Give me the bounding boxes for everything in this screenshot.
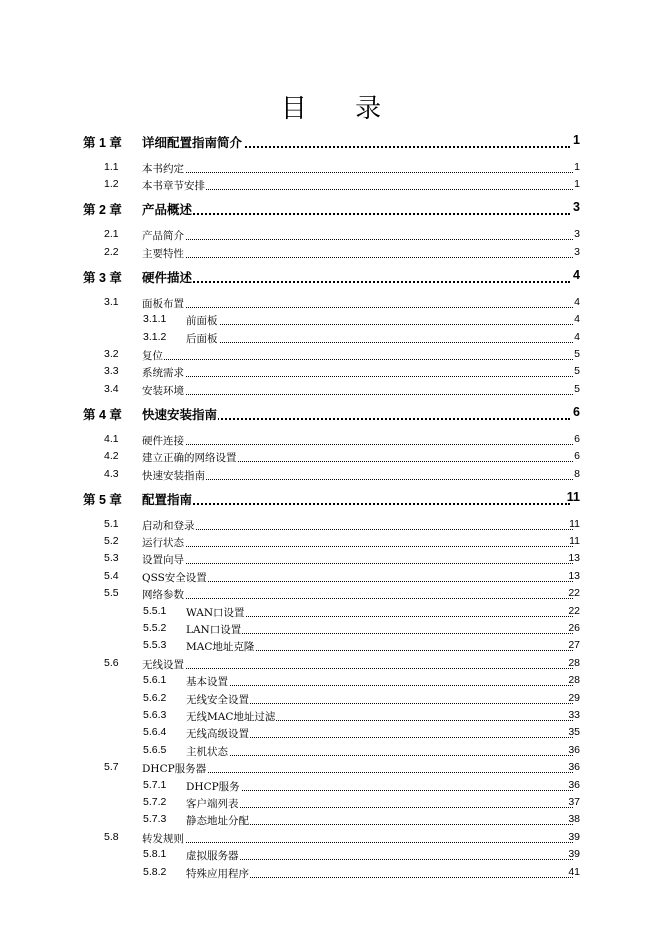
toc-entry-title: 产品简介: [142, 230, 184, 243]
toc-entry-title: 快速安装指南: [142, 469, 205, 482]
toc-entry-title: WAN口设置: [186, 606, 245, 619]
toc-entry-page: 41: [568, 865, 580, 878]
dot-leader: [142, 394, 573, 395]
toc-entry-title: 产品概述: [142, 202, 193, 218]
toc-entry-title-leader: [142, 348, 573, 363]
toc-entry-page: 22: [568, 604, 580, 617]
toc-entry-subsection[interactable]: [0, 312, 662, 330]
toc-entry-title-leader: [142, 161, 573, 176]
toc-entry-subsection[interactable]: [0, 330, 662, 348]
toc-entry-page: 27: [568, 639, 580, 652]
toc-entry-title: DHCP服务器: [142, 763, 207, 776]
toc-entry-number: 3.4: [104, 382, 119, 395]
toc-entry-title-leader: [186, 692, 573, 707]
dot-leader: [186, 342, 573, 343]
toc-entry-number: 5.3: [104, 552, 119, 565]
toc-entry-page: 5: [574, 382, 580, 395]
toc-entry-subsection[interactable]: [0, 621, 662, 639]
toc-entry-page: 36: [568, 743, 580, 756]
toc-entry-page: 6: [574, 450, 580, 463]
toc-entry-number: 1.1: [104, 161, 119, 173]
toc-entry-page: 3: [574, 228, 580, 241]
toc-entry-page: 26: [568, 622, 580, 634]
toc-entry-title-leader: [186, 848, 573, 863]
toc-entry-number: 5.4: [104, 569, 119, 582]
toc-entry-page: 29: [568, 691, 580, 704]
toc-entry-title: 无线安全设置: [186, 693, 249, 706]
toc-entry-title-leader: [186, 674, 573, 689]
toc-entry-title: 硬件描述: [142, 269, 193, 285]
toc-entry-number: 5.8.1: [143, 848, 167, 861]
toc-entry-title-leader: [142, 535, 573, 550]
toc-entry-number: 5.6.4: [143, 726, 167, 739]
dot-leader: [142, 257, 573, 258]
toc-entry-title: DHCP服务: [186, 780, 240, 793]
page-title: 目 录: [280, 94, 402, 124]
toc-entry-title-leader: [142, 552, 573, 567]
toc-entry-number: 5.5.1: [143, 604, 167, 617]
toc-entry-title: 详细配置指南简介: [142, 135, 243, 150]
toc-entry-title-leader: [186, 622, 573, 637]
dot-leader: [142, 546, 573, 547]
toc-entry-section[interactable]: [0, 295, 662, 313]
toc-entry-title: 建立正确的网络设置: [142, 452, 237, 465]
toc-entry-title: 运行状态: [142, 537, 184, 549]
toc-entry-page: 8: [574, 467, 580, 480]
toc-entry-page: 4: [573, 267, 580, 282]
toc-entry-title-leader: [186, 331, 573, 346]
toc-entry-title: 基本设置: [186, 676, 228, 689]
toc-entry-title: QSS安全设置: [142, 571, 207, 584]
toc-entry-number: 5.6.3: [143, 709, 167, 721]
toc-entry-title: 网络参数: [142, 589, 184, 602]
toc-entry-title-leader: [142, 761, 573, 776]
toc-entry-title: 无线MAC地址过滤: [186, 711, 276, 723]
toc-entry-title: 配置指南: [142, 491, 193, 507]
toc-entry-title: 本书约定: [142, 163, 184, 175]
toc-entry-number: 5.5.2: [143, 622, 167, 634]
toc-entry-title-leader: [142, 178, 573, 193]
toc-entry-page: 28: [568, 656, 580, 669]
toc-entry-page: 11: [569, 535, 580, 547]
toc-entry-number: 3.1.2: [143, 330, 167, 343]
toc-entry-section[interactable]: [0, 432, 662, 450]
toc-entry-title: 前面板: [186, 315, 218, 328]
dot-leader: [142, 239, 573, 240]
toc-entry-subsection[interactable]: [0, 743, 662, 761]
toc-entry-subsection[interactable]: [0, 725, 662, 743]
toc-entry-title-leader: [142, 450, 573, 465]
toc-entry-title: 客户端列表: [186, 798, 239, 810]
dot-leader: [142, 359, 573, 360]
dot-leader: [142, 479, 573, 480]
toc-entry-number: 第 5 章: [83, 492, 122, 507]
toc-entry-number: 5.1: [104, 517, 119, 530]
toc-entry-section[interactable]: [0, 449, 662, 467]
toc-entry-title-leader: [186, 866, 573, 881]
toc-entry-title: 无线设置: [142, 658, 184, 671]
toc-entry-section[interactable]: [0, 760, 662, 778]
toc-entry-page: 4: [574, 295, 580, 308]
dot-leader: [142, 189, 573, 190]
dot-leader: [142, 172, 573, 173]
toc-entry-title-leader: [142, 365, 573, 380]
toc-entry-page: 36: [568, 761, 580, 774]
dot-leader: [186, 790, 573, 791]
toc-entry-title-leader: [142, 268, 570, 286]
toc-entry-chapter[interactable]: [0, 133, 662, 151]
toc-entry-title: LAN口设置: [186, 624, 242, 636]
toc-entry-page: 3: [573, 200, 580, 215]
toc-entry-title-leader: [186, 813, 573, 828]
toc-entry-section[interactable]: [0, 347, 662, 365]
toc-entry-title-leader: [142, 831, 573, 846]
toc-entry-page: 28: [568, 674, 580, 687]
toc-entry-title-leader: [186, 709, 573, 724]
toc-entry-section[interactable]: [0, 534, 662, 552]
toc-entry-title: 快速安装指南: [142, 406, 218, 422]
toc-entry-number: 5.8: [104, 830, 119, 843]
dot-leader: [142, 563, 573, 564]
toc-entry-page: 4: [574, 313, 580, 326]
toc-entry-number: 5.5: [104, 587, 119, 600]
toc-entry-page: 4: [574, 330, 580, 343]
toc-entry-number: 5.2: [104, 535, 119, 547]
toc-entry-number: 4.3: [104, 467, 119, 480]
toc-entry-page: 5: [574, 348, 580, 360]
toc-entry-title: 主机状态: [186, 745, 228, 758]
toc-entry-title: 面板布置: [142, 297, 184, 310]
toc-entry-title: 本书章节安排: [142, 180, 205, 193]
toc-entry-title: 主要特性: [142, 247, 184, 260]
toc-entry-title-leader: [142, 405, 570, 423]
dot-leader: [142, 842, 573, 843]
toc-entry-number: 5.6.1: [143, 674, 167, 687]
toc-entry-number: 2.2: [104, 245, 119, 258]
dot-leader: [142, 376, 573, 377]
toc-entry-title-leader: [142, 133, 570, 151]
dot-leader: [186, 859, 573, 860]
toc-entry-subsection[interactable]: [0, 812, 662, 830]
toc-entry-page: 39: [568, 830, 580, 843]
toc-entry-title: 设置向导: [142, 554, 184, 567]
toc-entry-subsection[interactable]: [0, 691, 662, 709]
toc-entry-subsection[interactable]: [0, 865, 662, 883]
dot-leader: [186, 324, 573, 325]
toc-entry-section[interactable]: [0, 177, 662, 195]
toc-entry-title: MAC地址克隆: [186, 641, 255, 654]
toc-entry-number: 4.2: [104, 450, 119, 463]
toc-entry-section[interactable]: [0, 656, 662, 674]
toc-entry-page: 1: [574, 161, 580, 173]
toc-entry-page: 13: [568, 552, 580, 565]
dot-leader: [142, 281, 570, 283]
toc-entry-title-leader: [186, 796, 573, 811]
toc-entry-chapter[interactable]: [0, 268, 662, 286]
toc-entry-page: 5: [574, 365, 580, 378]
toc-entry-section[interactable]: [0, 364, 662, 382]
toc-entry-chapter[interactable]: [0, 200, 662, 218]
toc-entry-subsection[interactable]: [0, 847, 662, 865]
toc-entry-title-leader: [142, 570, 573, 585]
toc-entry-title-leader: [142, 200, 570, 218]
toc-entry-title-leader: [142, 296, 573, 311]
toc-entry-number: 第 4 章: [83, 407, 122, 422]
toc-entry-number: 2.1: [104, 228, 119, 241]
toc-entry-number: 第 2 章: [83, 203, 122, 218]
toc-entry-number: 第 3 章: [83, 270, 122, 285]
toc-entry-number: 3.2: [104, 348, 119, 360]
toc-entry-number: 5.8.2: [143, 865, 167, 878]
toc-entry-section[interactable]: [0, 517, 662, 535]
toc-entry-page: 35: [568, 726, 580, 739]
toc-entry-title-leader: [186, 744, 573, 759]
toc-entry-page: 36: [568, 778, 580, 791]
toc-entry-number: 5.7.3: [143, 813, 167, 826]
toc-entry-title: 系统需求: [142, 367, 184, 380]
toc-entry-page: 33: [568, 709, 580, 721]
toc-entry-page: 11: [566, 489, 580, 504]
toc-entry-subsection[interactable]: [0, 708, 662, 726]
toc-entry-number: 5.5.3: [143, 639, 167, 652]
toc-entry-page: 22: [568, 587, 580, 600]
toc-entry-section[interactable]: [0, 569, 662, 587]
dot-leader: [142, 444, 573, 445]
toc-entry-section[interactable]: [0, 160, 662, 178]
toc-entry-page: 3: [574, 245, 580, 258]
toc-entry-title-leader: [142, 246, 573, 261]
toc-entry-title-leader: [186, 726, 573, 741]
toc-entry-title-leader: [186, 639, 573, 654]
toc-entry-title: 启动和登录: [142, 519, 195, 532]
toc-entry-number: 3.1: [104, 295, 119, 308]
dot-leader: [186, 755, 573, 756]
toc-entry-title-leader: [186, 779, 573, 794]
dot-leader: [142, 598, 573, 599]
dot-leader: [142, 529, 573, 530]
toc-entry-title-leader: [142, 518, 573, 533]
toc-entry-number: 5.6: [104, 656, 119, 669]
toc-entry-title-leader: [142, 383, 573, 398]
dot-leader: [142, 213, 570, 215]
toc-entry-section[interactable]: [0, 830, 662, 848]
toc-entry-title: 安装环境: [142, 384, 184, 397]
toc-entry-number: 5.6.2: [143, 691, 167, 704]
toc-entry-title-leader: [186, 313, 573, 328]
toc-entry-title-leader: [142, 490, 570, 508]
toc-entry-title-leader: [142, 468, 573, 483]
toc-entry-chapter[interactable]: [0, 405, 662, 423]
toc-entry-number: 5.7.1: [143, 778, 167, 791]
toc-entry-title: 特殊应用程序: [186, 867, 249, 880]
toc-entry-section[interactable]: [0, 227, 662, 245]
toc-entry-number: 第 1 章: [83, 136, 122, 150]
toc-entry-page: 13: [568, 569, 580, 582]
dot-leader: [142, 668, 573, 669]
toc-entry-subsection[interactable]: [0, 778, 662, 796]
toc-entry-section[interactable]: [0, 551, 662, 569]
toc-entry-page: 1: [574, 178, 580, 191]
toc-entry-page: 11: [569, 517, 580, 530]
toc-entry-title: 复位: [142, 350, 163, 362]
toc-entry-number: 3.3: [104, 365, 119, 378]
toc-entry-title-leader: [142, 657, 573, 672]
toc-entry-section[interactable]: [0, 245, 662, 263]
toc-entry-title: 无线高级设置: [186, 728, 249, 741]
toc-entry-title: 虚拟服务器: [186, 850, 239, 863]
toc-entry-page: 1: [573, 133, 580, 147]
toc-entry-number: 3.1.1: [143, 313, 167, 326]
dot-leader: [186, 633, 573, 634]
toc-entry-page: 37: [568, 796, 580, 808]
dot-leader: [186, 685, 573, 686]
toc-entry-number: 5.7: [104, 761, 119, 774]
toc-entry-number: 1.2: [104, 178, 119, 191]
toc-entry-page: 6: [573, 404, 580, 419]
toc-entry-number: 5.6.5: [143, 743, 167, 756]
toc-entry-page: 6: [574, 432, 580, 445]
toc-entry-title: 硬件连接: [142, 434, 184, 447]
toc-entry-subsection[interactable]: [0, 604, 662, 622]
toc-entry-section[interactable]: [0, 586, 662, 604]
toc-entry-number: 5.7.2: [143, 796, 167, 808]
toc-entry-title-leader: [142, 228, 573, 243]
toc-entry-section[interactable]: [0, 382, 662, 400]
toc-entry-title: 后面板: [186, 332, 218, 345]
dot-leader: [142, 503, 570, 505]
toc-entry-subsection[interactable]: [0, 673, 662, 691]
toc-entry-title: 静态地址分配: [186, 815, 249, 828]
toc-entry-subsection[interactable]: [0, 638, 662, 656]
toc-entry-subsection[interactable]: [0, 795, 662, 813]
toc-entry-title-leader: [142, 587, 573, 602]
dot-leader: [186, 807, 573, 808]
toc-entry-chapter[interactable]: [0, 490, 662, 508]
toc-entry-title-leader: [186, 605, 573, 620]
toc-entry-title: 转发规则: [142, 832, 184, 845]
toc-entry-page: 39: [568, 848, 580, 861]
dot-leader: [142, 307, 573, 308]
toc-entry-number: 4.1: [104, 432, 119, 445]
toc-entry-page: 38: [568, 813, 580, 826]
toc-entry-section[interactable]: [0, 467, 662, 485]
toc-entry-title-leader: [142, 433, 573, 448]
